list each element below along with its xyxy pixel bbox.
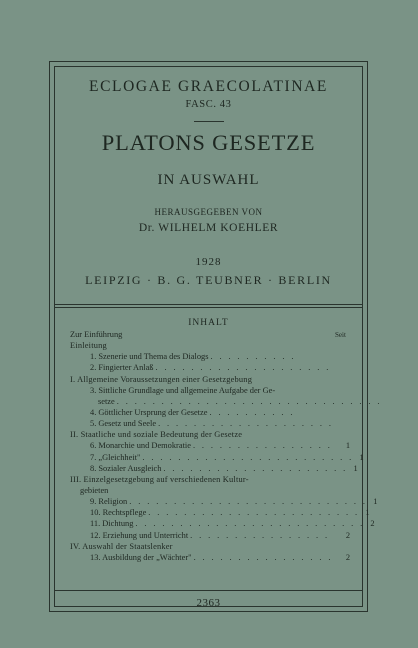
toc-heading: INHALT [188, 318, 229, 328]
book-title: PLATONS GESETZE [101, 130, 316, 155]
divider-bottom [54, 307, 363, 308]
publisher-imprint: LEIPZIG · B. G. TEUBNER · BERLIN [85, 273, 332, 287]
toc-entry-page: 1 [359, 452, 364, 462]
toc-entry [70, 485, 350, 496]
toc-entry [70, 385, 350, 396]
publication-year: 1928 [195, 256, 222, 268]
toc-entry-leader: . . . . . . . . . . . . . . . . [193, 552, 333, 562]
toc-entry [70, 552, 350, 563]
toc-entry-leader: . . . . . . . . . . [209, 407, 295, 417]
toc-entry-page: 2 [370, 519, 375, 529]
toc-entry [70, 362, 350, 373]
toc-entry-label: 4. Göttlicher Ursprung der Gesetze [90, 407, 208, 417]
toc-entry-leader: . . . . . . . . . . . . . . . . . . . . [155, 363, 331, 373]
table-of-contents [70, 329, 382, 563]
toc-entry-leader: . . . . . . . . . . . . . . . . . . . . . . . . [148, 508, 360, 518]
toc-entry-label: 13. Ausbildung der „Wächter" [90, 552, 192, 562]
series-title: ECLOGAE GRAECOLATINAE [89, 78, 328, 95]
toc-entry [70, 340, 350, 351]
toc-entry-leader: . . . . . . . . . . . . . . . . . . . . [158, 419, 334, 429]
toc-entry-label: setze [98, 396, 115, 406]
toc-entry-label: II. Staatliche und soziale Bedeutung der Gesetze [70, 430, 243, 440]
toc-entry-leader: . . . . . . . . . . . . . . . . . . . . . . . . . . [135, 519, 365, 529]
fascicle-number: FASC. 43 [185, 99, 232, 110]
toc-entry-page: 1 [365, 508, 370, 518]
toc-entry-label: 9. Religion [90, 497, 128, 507]
toc-entry-label: 10. Rechtspflege [90, 508, 147, 518]
toc-entry-label: 6. Monarchie und Demokratie [90, 441, 191, 451]
editor-label: HERAUSGEGEBEN VON [154, 207, 263, 217]
catalog-number: 2363 [196, 597, 221, 609]
toc-entry-label: 5. Gesetz und Seele [90, 419, 157, 429]
toc-entry [70, 429, 350, 440]
toc-entry [70, 418, 350, 429]
toc-entry-label: gebieten [80, 485, 109, 495]
toc-entry-label: 7. „Gleichheit" [90, 452, 141, 462]
toc-entry [70, 329, 350, 340]
toc-entry [70, 407, 350, 418]
toc-entry-label: 2. Fingierter Anlaß [90, 363, 154, 373]
editor-name: Dr. WILHELM KOEHLER [138, 222, 279, 234]
toc-entry-leader: . . . . . . . . . . . . . . . . . . . . . . . . . . . [129, 497, 368, 507]
toc-entry [70, 351, 350, 362]
toc-entry [70, 496, 378, 507]
toc-entry [70, 474, 350, 485]
toc-entry-label: III. Einzelgesetzgebung auf verschiedenen Kultur- [70, 474, 249, 484]
toc-entry [70, 452, 364, 463]
toc-entry [70, 463, 358, 474]
footer-divider [54, 590, 363, 591]
ornament-rule [194, 121, 224, 122]
toc-entry-leader: . . . . . . . . . . . . . . . . . . . . . . . . [142, 452, 354, 462]
toc-entry-page: 2 [345, 530, 350, 540]
toc-entry-leader: . . . . . . . . . . . . . . . . . . . . . . . . . . . . . . [116, 396, 382, 406]
toc-entry-page: 1 [373, 497, 378, 507]
toc-entry-label: IV. Auswahl der Staatslenker [70, 541, 173, 551]
toc-entry-label: Zur Einführung [70, 330, 123, 339]
toc-entry [70, 541, 350, 552]
toc-entry-label: Einleitung [70, 341, 107, 351]
toc-entry-page: 1 [345, 441, 350, 451]
toc-entry-label: 11. Dichtung [90, 519, 134, 529]
toc-entry-leader: . . . . . . . . . . . . . . . . [192, 441, 333, 451]
book-subtitle: IN AUSWAHL [157, 172, 260, 188]
page-column-label: Seit [335, 331, 346, 339]
toc-entry [70, 440, 350, 451]
toc-entry [70, 530, 350, 541]
toc-entry-leader: . . . . . . . . . . [210, 352, 296, 362]
toc-entry-label: I. Allgemeine Voraussetzungen einer Gesetzgebung [70, 374, 253, 384]
toc-entry [70, 507, 370, 518]
toc-entry-label: 1. Szenerie und Thema des Dialogs [90, 352, 209, 362]
toc-entry-leader: . . . . . . . . . . . . . . . . [190, 530, 330, 540]
toc-entry-page: 2 [345, 552, 350, 562]
toc-entry-label: 12. Erziehung und Unterricht [90, 530, 189, 540]
toc-entry [70, 374, 350, 385]
toc-entry [70, 396, 382, 407]
toc-entry [70, 518, 375, 529]
toc-entry-page: 1 [353, 463, 358, 473]
divider-top [54, 304, 363, 305]
toc-entry-label: 8. Sozialer Ausgleich [90, 463, 162, 473]
toc-entry-label: 3. Sittliche Grundlage und allgemeine Aufgabe der Ge- [90, 385, 276, 395]
toc-entry-leader: . . . . . . . . . . . . . . . . . . . . . [163, 463, 348, 473]
